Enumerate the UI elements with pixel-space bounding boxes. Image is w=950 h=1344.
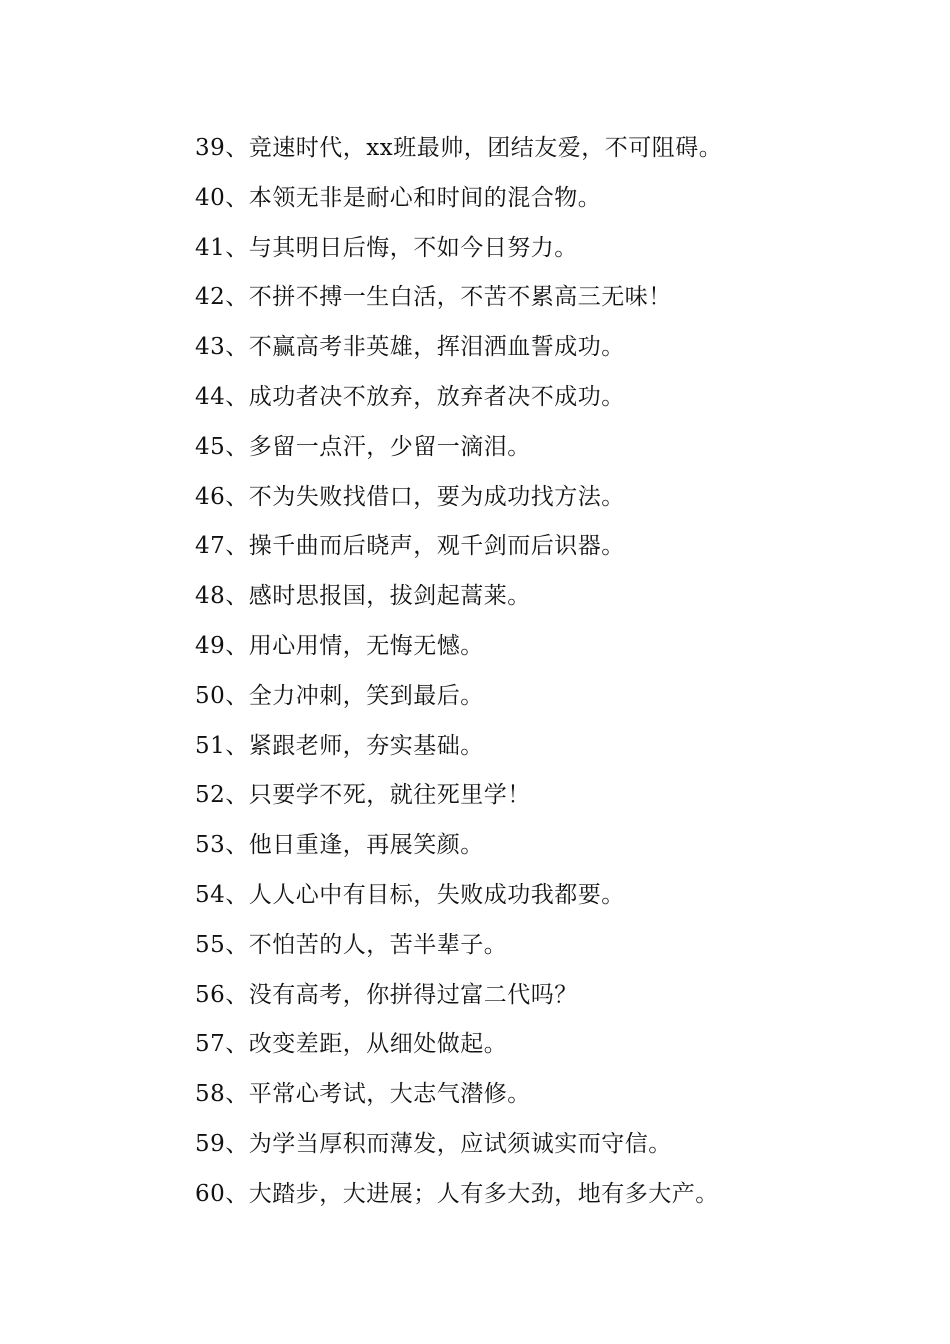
list-item: 45、多留一点汗，少留一滴泪。 (195, 433, 531, 460)
list-item: 52、只要学不死，就往死里学！ (195, 782, 531, 809)
list-item: 41、与其明日后悔，不如今日努力。 (195, 234, 578, 261)
list-item: 50、全力冲刺，笑到最后。 (195, 682, 484, 709)
list-item: 49、用心用情，无悔无憾。 (195, 632, 484, 659)
list-item: 53、他日重逢，再展笑颜。 (195, 832, 484, 859)
list-item: 55、不怕苦的人，苦半辈子。 (195, 931, 508, 958)
list-item: 57、改变差距，从细处做起。 (195, 1031, 508, 1058)
list-item: 60、大踏步，大进展；人有多大劲，地有多大产。 (195, 1180, 719, 1207)
list-item: 42、不拼不搏一生白活，不苦不累高三无味！ (195, 284, 672, 311)
list-item: 51、紧跟老师，夯实基础。 (195, 732, 484, 759)
list-item: 58、平常心考试，大志气潜修。 (195, 1081, 531, 1108)
list-item: 46、不为失败找借口，要为成功找方法。 (195, 483, 625, 510)
list-item: 44、成功者决不放弃，放弃者决不成功。 (195, 383, 625, 410)
slogan-list (195, 124, 722, 1220)
list-item: 39、竞速时代，xx班最帅，团结友爱，不可阻碍。 (195, 135, 723, 161)
list-item: 43、不赢高考非英雄，挥泪洒血誓成功。 (195, 334, 625, 361)
list-item: 40、本领无非是耐心和时间的混合物。 (195, 184, 602, 211)
list-item: 47、操千曲而后晓声，观千剑而后识器。 (195, 533, 625, 560)
list-item: 54、人人心中有目标，失败成功我都要。 (195, 881, 625, 908)
list-item: 59、为学当厚积而薄发，应试须诚实而守信。 (195, 1130, 672, 1157)
list-item: 56、没有高考，你拼得过富二代吗？ (195, 981, 578, 1008)
list-item: 48、感时思报国，拔剑起蒿莱。 (195, 583, 531, 610)
